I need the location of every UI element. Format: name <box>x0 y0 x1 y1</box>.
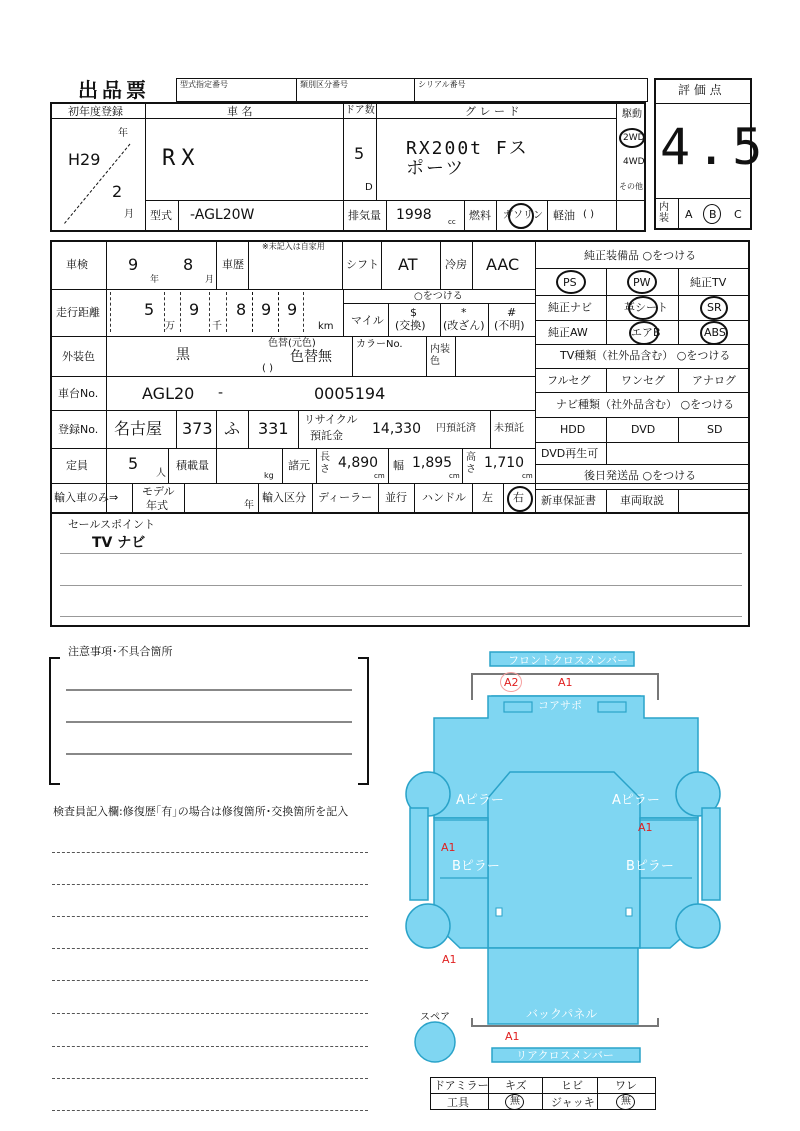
navi-title: ナビ種類（社外品含む） ○をつける <box>556 398 735 411</box>
rear-member-label: リアクロスメンバー <box>516 1049 614 1062</box>
model-code-label: 型式 <box>150 209 172 222</box>
registration-number: 331 <box>258 419 289 438</box>
displacement-unit: cc <box>448 218 456 226</box>
damage-mark-a1-left-rear: A1 <box>442 953 457 966</box>
sales-point-text: TV ナビ <box>92 535 146 551</box>
damage-mark-a1-rear: A1 <box>505 1030 520 1043</box>
drive-2wd[interactable]: 2WD <box>623 133 645 143</box>
a-pillar-left-label: Aピラー <box>456 793 504 808</box>
fuel-gasoline-circle <box>508 203 534 229</box>
length-unit: cm <box>374 472 385 480</box>
mileage-opt-unknown[interactable]: (不明) <box>494 319 525 332</box>
registration-class: 373 <box>182 419 213 438</box>
dvd-playback[interactable]: DVD再生可 <box>541 447 599 460</box>
color-change-label: 色替(元色) <box>268 338 316 349</box>
seats-unit: 人 <box>156 468 166 479</box>
handle-right[interactable]: 右 <box>513 491 524 504</box>
serial-number-label: シリアル番号 <box>418 80 466 89</box>
month-unit: 月 <box>124 209 134 220</box>
drive-other[interactable]: その他 <box>619 182 643 191</box>
damage-mark-a1-left-door: A1 <box>441 841 456 854</box>
later-warranty[interactable]: 新車保証書 <box>541 494 596 507</box>
a-pillar-right-label: Aピラー <box>612 793 660 808</box>
inspection-month: 8 <box>183 255 194 274</box>
mileage-digit-2: 9 <box>189 300 200 319</box>
jack-label: ジャッキ <box>551 1096 595 1109</box>
navi-hdd[interactable]: HDD <box>560 423 586 436</box>
doors-suffix: D <box>365 182 373 193</box>
width-value: 1,895 <box>412 455 453 471</box>
import-class-label: 輸入区分 <box>262 491 306 504</box>
spare-label: スペア <box>420 1012 450 1023</box>
width-unit: cm <box>449 472 460 480</box>
mileage-opt-exchange-symbol: $ <box>410 306 417 319</box>
navi-dvd[interactable]: DVD <box>631 423 656 436</box>
height-unit: cm <box>522 472 533 480</box>
history-note: ※未記入は自家用 <box>262 242 325 251</box>
grade-line-1: RX200t Fス <box>406 138 529 159</box>
later-manual[interactable]: 車両取説 <box>620 494 664 507</box>
equip-airbag[interactable]: エアB <box>631 326 661 339</box>
interior-label: 内装 <box>659 202 669 224</box>
tv-oneseg[interactable]: ワンセグ <box>621 374 665 387</box>
model-year-unit: 年 <box>244 500 254 511</box>
chassis-number: 0005194 <box>314 384 386 403</box>
equip-tv[interactable]: 純正TV <box>690 276 727 289</box>
mileage-digit-1: 5 <box>144 300 155 319</box>
recycle-paid[interactable]: 円預託済 <box>436 423 476 434</box>
form-title: 出品票 <box>78 78 150 102</box>
fuel-gasoline[interactable]: ガソリン <box>503 210 543 221</box>
load-label: 積載量 <box>176 459 209 472</box>
equip-airbag-circle <box>629 321 659 345</box>
load-unit: kg <box>264 471 274 480</box>
year-unit: 年 <box>118 128 128 139</box>
length-value: 4,890 <box>338 455 379 471</box>
fuel-light-oil[interactable]: 軽油 <box>553 209 575 222</box>
damage-mark-a2: A2 <box>504 676 519 689</box>
shift-value: AT <box>398 255 418 274</box>
equipment-title: 純正装備品 ○をつける <box>584 249 697 262</box>
fuel-other: ( ) <box>583 209 594 220</box>
seats-label: 定員 <box>66 459 88 472</box>
doors-value: 5 <box>354 144 365 163</box>
equip-sr-circle <box>700 296 728 320</box>
fuel-label: 燃料 <box>469 209 491 222</box>
mileage-opt-unknown-symbol: # <box>507 306 517 319</box>
mileage-opt-exchange[interactable]: (交換) <box>395 319 426 332</box>
tools-value-circle <box>505 1094 524 1110</box>
tools-header-mirror: ドアミラー <box>434 1079 489 1092</box>
recycle-label-1: リサイクル <box>304 413 358 426</box>
back-panel-label: バックパネル <box>526 1007 598 1021</box>
b-pillar-left-label: Bピラー <box>452 859 500 874</box>
grade-line-2: ポーツ <box>406 158 466 179</box>
navi-sd[interactable]: SD <box>707 423 723 436</box>
tools-header-broken: ワレ <box>615 1079 637 1092</box>
mileage-opt-mile[interactable]: マイル <box>351 314 384 327</box>
chassis-dash: - <box>218 385 224 401</box>
interior-grade-a[interactable]: A <box>685 208 693 221</box>
model-year-label-2: 年式 <box>146 499 168 512</box>
shift-label: シフト <box>346 258 379 271</box>
aircon-label: 冷房 <box>445 258 467 271</box>
equip-sr[interactable]: SR <box>707 301 722 314</box>
mileage-label: 走行距離 <box>56 306 100 319</box>
inspection-year-unit: 年 <box>150 275 160 285</box>
seats-value: 5 <box>128 454 139 473</box>
recycle-unpaid[interactable]: 未預託 <box>494 423 524 434</box>
tools-label: 工具 <box>447 1096 469 1109</box>
damage-mark-a1-right-door: A1 <box>638 821 653 834</box>
color-change-paren: ( ) <box>262 363 273 374</box>
first-reg-label: 初年度登録 <box>68 105 123 118</box>
recycle-label-2: 預託金 <box>310 429 343 442</box>
registration-label: 登録No. <box>58 423 99 436</box>
mileage-opt-tamper-symbol: * <box>461 306 467 319</box>
drive-2wd-circle <box>619 128 645 148</box>
color-label: 外装色 <box>62 350 95 363</box>
equip-pw-circle <box>627 270 657 294</box>
mileage-sen-unit: 千 <box>212 321 222 332</box>
mileage-unit: km <box>318 321 334 332</box>
damage-mark-a1-front: A1 <box>558 676 573 689</box>
equip-leather-circle <box>628 296 658 320</box>
tv-title: TV種類（社外品含む） ○をつける <box>560 349 731 362</box>
registration-kana: ふ <box>224 419 241 438</box>
inspection-month-unit: 月 <box>205 275 215 285</box>
recycle-amount: 14,330 <box>372 421 421 437</box>
interior-grade-c[interactable]: C <box>734 208 742 221</box>
doors-label: ドア数 <box>345 105 375 116</box>
grade-label: グ レ ー ド <box>465 105 520 118</box>
interior-grade-b[interactable]: B <box>709 208 717 221</box>
car-name: RX <box>162 146 201 171</box>
interior-selected-circle <box>703 204 721 224</box>
aircon-value: AAC <box>486 255 520 274</box>
category-number-label: 類別区分番号 <box>300 80 348 89</box>
inspection-year: 9 <box>128 255 139 274</box>
mileage-opt-tamper[interactable]: (改ざん) <box>443 319 485 332</box>
import-parallel[interactable]: 並行 <box>385 491 407 504</box>
jack-value: 無 <box>621 1096 631 1107</box>
later-title: 後日発送品 ○をつける <box>584 469 697 482</box>
import-label: 輸入車のみ⇒ <box>54 491 119 504</box>
inspection-label: 車検 <box>66 258 88 271</box>
core-support-label: コアサポ <box>538 699 582 712</box>
equip-aw[interactable]: 純正AW <box>548 326 588 339</box>
sales-point-label: セールスポイント <box>68 518 156 531</box>
drive-label: 駆動 <box>622 109 642 120</box>
equip-navi[interactable]: 純正ナビ <box>548 301 592 314</box>
handle-left[interactable]: 左 <box>482 491 493 504</box>
equip-ps-circle <box>556 270 586 294</box>
rating-value: 4.5 <box>660 118 769 176</box>
first-reg-year: H29 <box>68 150 101 169</box>
caution-bracket <box>48 654 370 788</box>
length-label: 長さ <box>320 452 330 475</box>
chassis-prefix: AGL20 <box>142 384 195 403</box>
equip-ps[interactable]: PS <box>563 276 577 289</box>
mileage-note: ○をつける <box>414 291 463 302</box>
color-value: 黒 <box>176 347 190 363</box>
rating-label: 評 価 点 <box>678 83 722 97</box>
tv-analog[interactable]: アナログ <box>692 374 736 387</box>
b-pillar-right-label: Bピラー <box>626 859 674 874</box>
mileage-box-1 <box>110 292 165 332</box>
car-name-label: 車 名 <box>227 105 253 118</box>
width-label: 幅 <box>393 459 404 472</box>
handle-right-circle <box>507 486 533 512</box>
handle-label: ハンドル <box>422 491 466 504</box>
equip-leather[interactable]: 革シート <box>624 301 668 314</box>
model-code: -AGL20W <box>190 207 255 223</box>
registration-region: 名古屋 <box>114 419 163 438</box>
tools-header-crack: ヒビ <box>561 1079 583 1092</box>
equip-abs-circle <box>700 321 728 345</box>
damage-mark-a2-circle <box>500 672 522 692</box>
color-change-value: 色替無 <box>290 349 332 365</box>
chassis-label: 車台No. <box>58 387 99 400</box>
mileage-digit-3: 8 <box>236 300 247 319</box>
equip-abs[interactable]: ABS <box>704 326 726 339</box>
mileage-digit-5: 9 <box>287 300 298 319</box>
equip-pw[interactable]: PW <box>633 276 651 289</box>
drive-4wd[interactable]: 4WD <box>623 157 645 167</box>
displacement-value: 1998 <box>396 207 432 223</box>
tools-value: 無 <box>510 1096 520 1107</box>
jack-value-circle <box>616 1094 635 1110</box>
mileage-man-unit: 万 <box>165 321 175 332</box>
first-reg-month: 2 <box>112 182 123 201</box>
tools-header-scratch: キズ <box>505 1079 527 1092</box>
inspector-label: 検査員記入欄:修復歴｢有｣の場合は修復箇所･交換箇所を記入 <box>53 805 349 818</box>
front-member-label: フロントクロスメンバー <box>508 654 629 667</box>
history-label: 車歴 <box>222 258 244 271</box>
height-value: 1,710 <box>484 455 525 471</box>
model-designation-label: 型式指定番号 <box>180 80 228 89</box>
tv-fullseg[interactable]: フルセグ <box>547 374 591 387</box>
color-no-label: カラーNo. <box>356 339 403 350</box>
dims-label: 諸元 <box>288 459 310 472</box>
mileage-digit-4: 9 <box>261 300 272 319</box>
height-label: 高さ <box>466 452 476 475</box>
caution-label: 注意事項･不具合箇所 <box>68 645 173 658</box>
displacement-label: 排気量 <box>348 209 381 222</box>
interior-color-label: 内装色 <box>430 344 450 367</box>
model-year-label-1: モデル <box>142 485 175 498</box>
import-dealer[interactable]: ディーラー <box>318 491 373 504</box>
header-id-fields <box>176 78 648 102</box>
